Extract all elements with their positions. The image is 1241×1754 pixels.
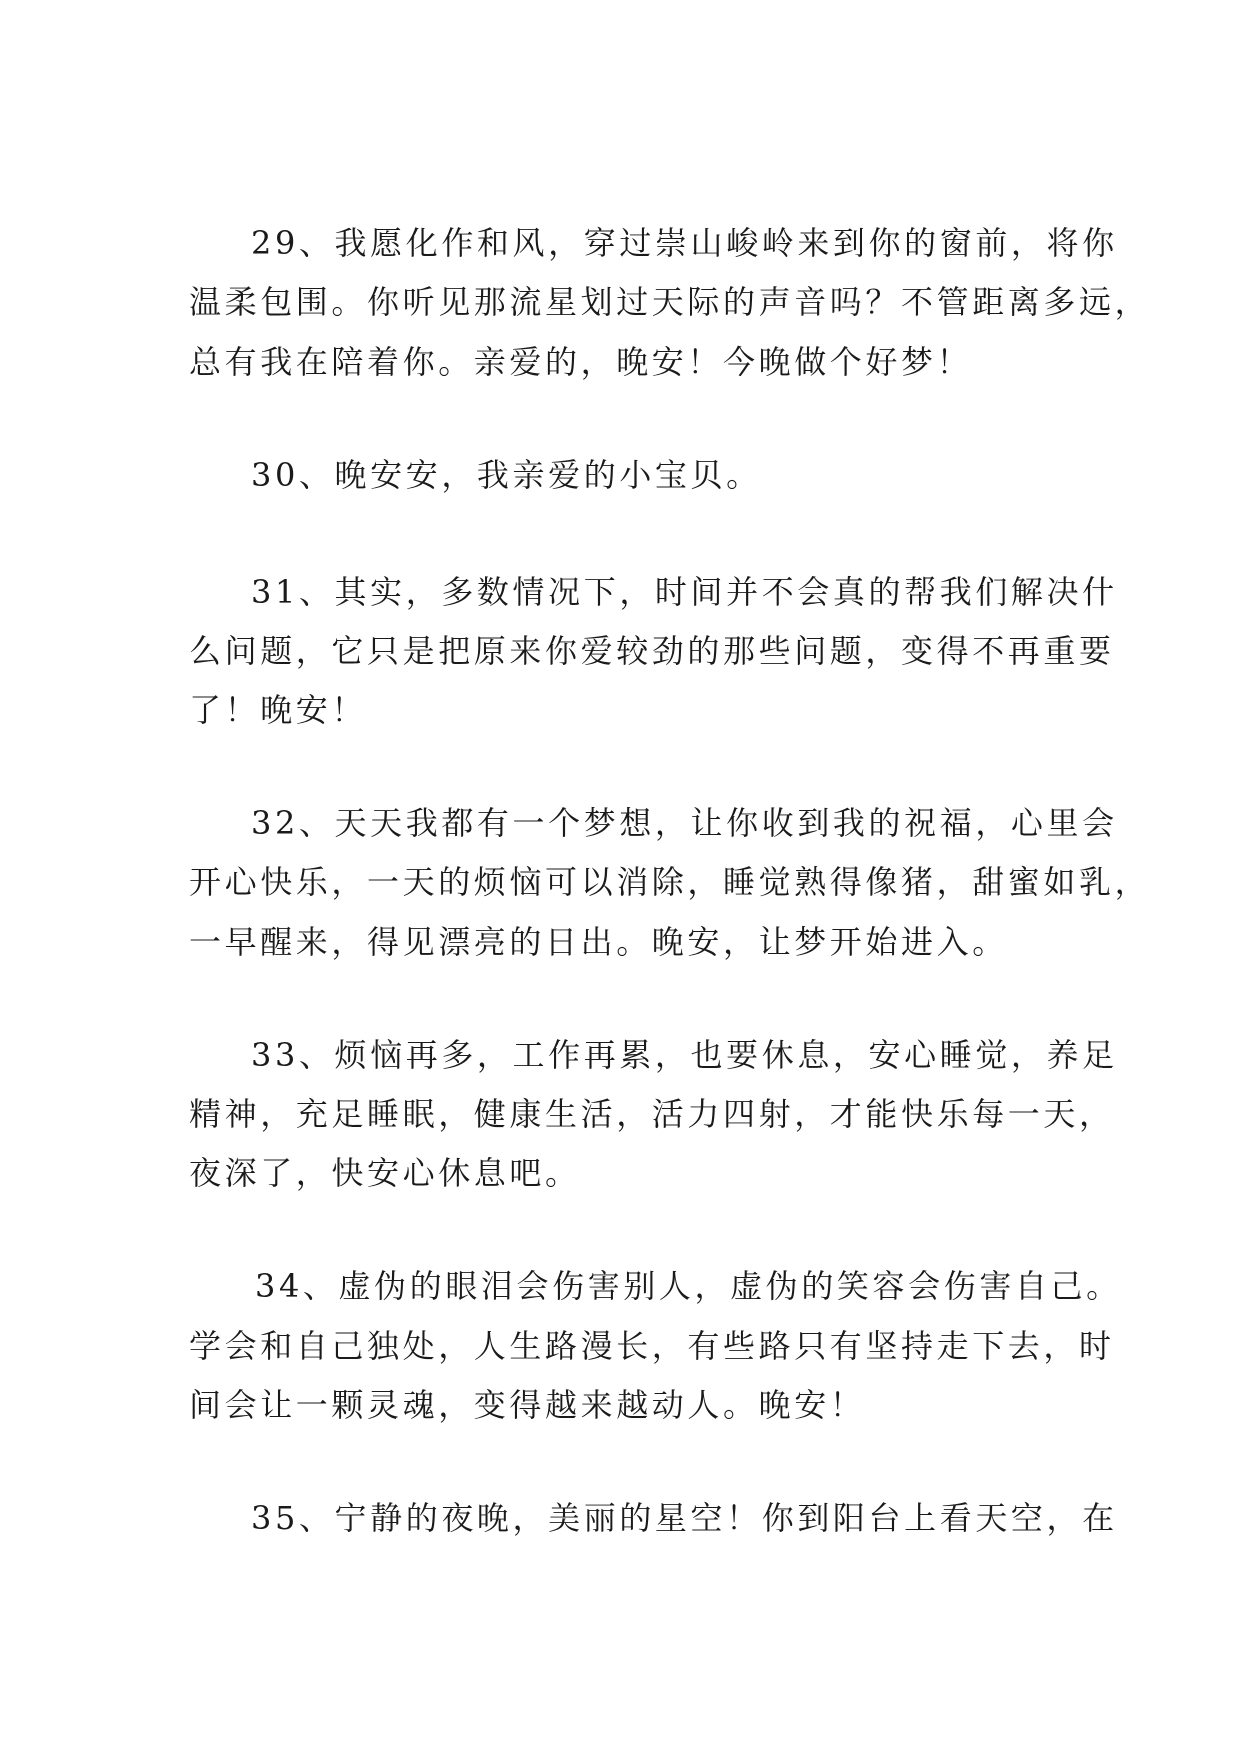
paragraph-line: 学会和自己独处，人生路漫长，有些路只有坚持走下去，时 bbox=[189, 1327, 1115, 1365]
paragraph-line: 温柔包围。你听见那流星划过天际的声音吗？不管距离多远， bbox=[189, 283, 1151, 321]
paragraph-line: 32、天天我都有一个梦想，让你收到我的祝福，心里会 bbox=[251, 804, 1118, 842]
paragraph-line: 夜深了，快安心休息吧。 bbox=[189, 1154, 581, 1192]
paragraph-line: 间会让一颗灵魂，变得越来越动人。晚安！ bbox=[189, 1386, 866, 1424]
paragraph-line: 34、虚伪的眼泪会伤害别人，虚伪的笑容会伤害自己。 bbox=[255, 1267, 1122, 1305]
paragraph-line: 29、我愿化作和风，穿过崇山峻岭来到你的窗前，将你 bbox=[251, 224, 1118, 262]
paragraph-line: 精神，充足睡眠，健康生活，活力四射，才能快乐每一天， bbox=[189, 1095, 1115, 1133]
paragraph-line: 30、晚安安，我亲爱的小宝贝。 bbox=[251, 456, 762, 494]
paragraph-line: 了！晚安！ bbox=[189, 691, 368, 729]
paragraph-line: 31、其实，多数情况下，时间并不会真的帮我们解决什 bbox=[251, 573, 1118, 611]
paragraph-line: 33、烦恼再多，工作再累，也要休息，安心睡觉，养足 bbox=[251, 1036, 1118, 1074]
paragraph-line: 一早醒来，得见漂亮的日出。晚安，让梦开始进入。 bbox=[189, 923, 1008, 961]
paragraph-line: 么问题，它只是把原来你爱较劲的那些问题，变得不再重要 bbox=[189, 632, 1115, 670]
paragraph-line: 35、宁静的夜晚，美丽的星空！你到阳台上看天空，在 bbox=[251, 1499, 1118, 1537]
paragraph-line: 总有我在陪着你。亲爱的，晚安！今晚做个好梦！ bbox=[189, 343, 973, 381]
paragraph-line: 开心快乐，一天的烦恼可以消除，睡觉熟得像猪，甜蜜如乳， bbox=[189, 863, 1151, 901]
